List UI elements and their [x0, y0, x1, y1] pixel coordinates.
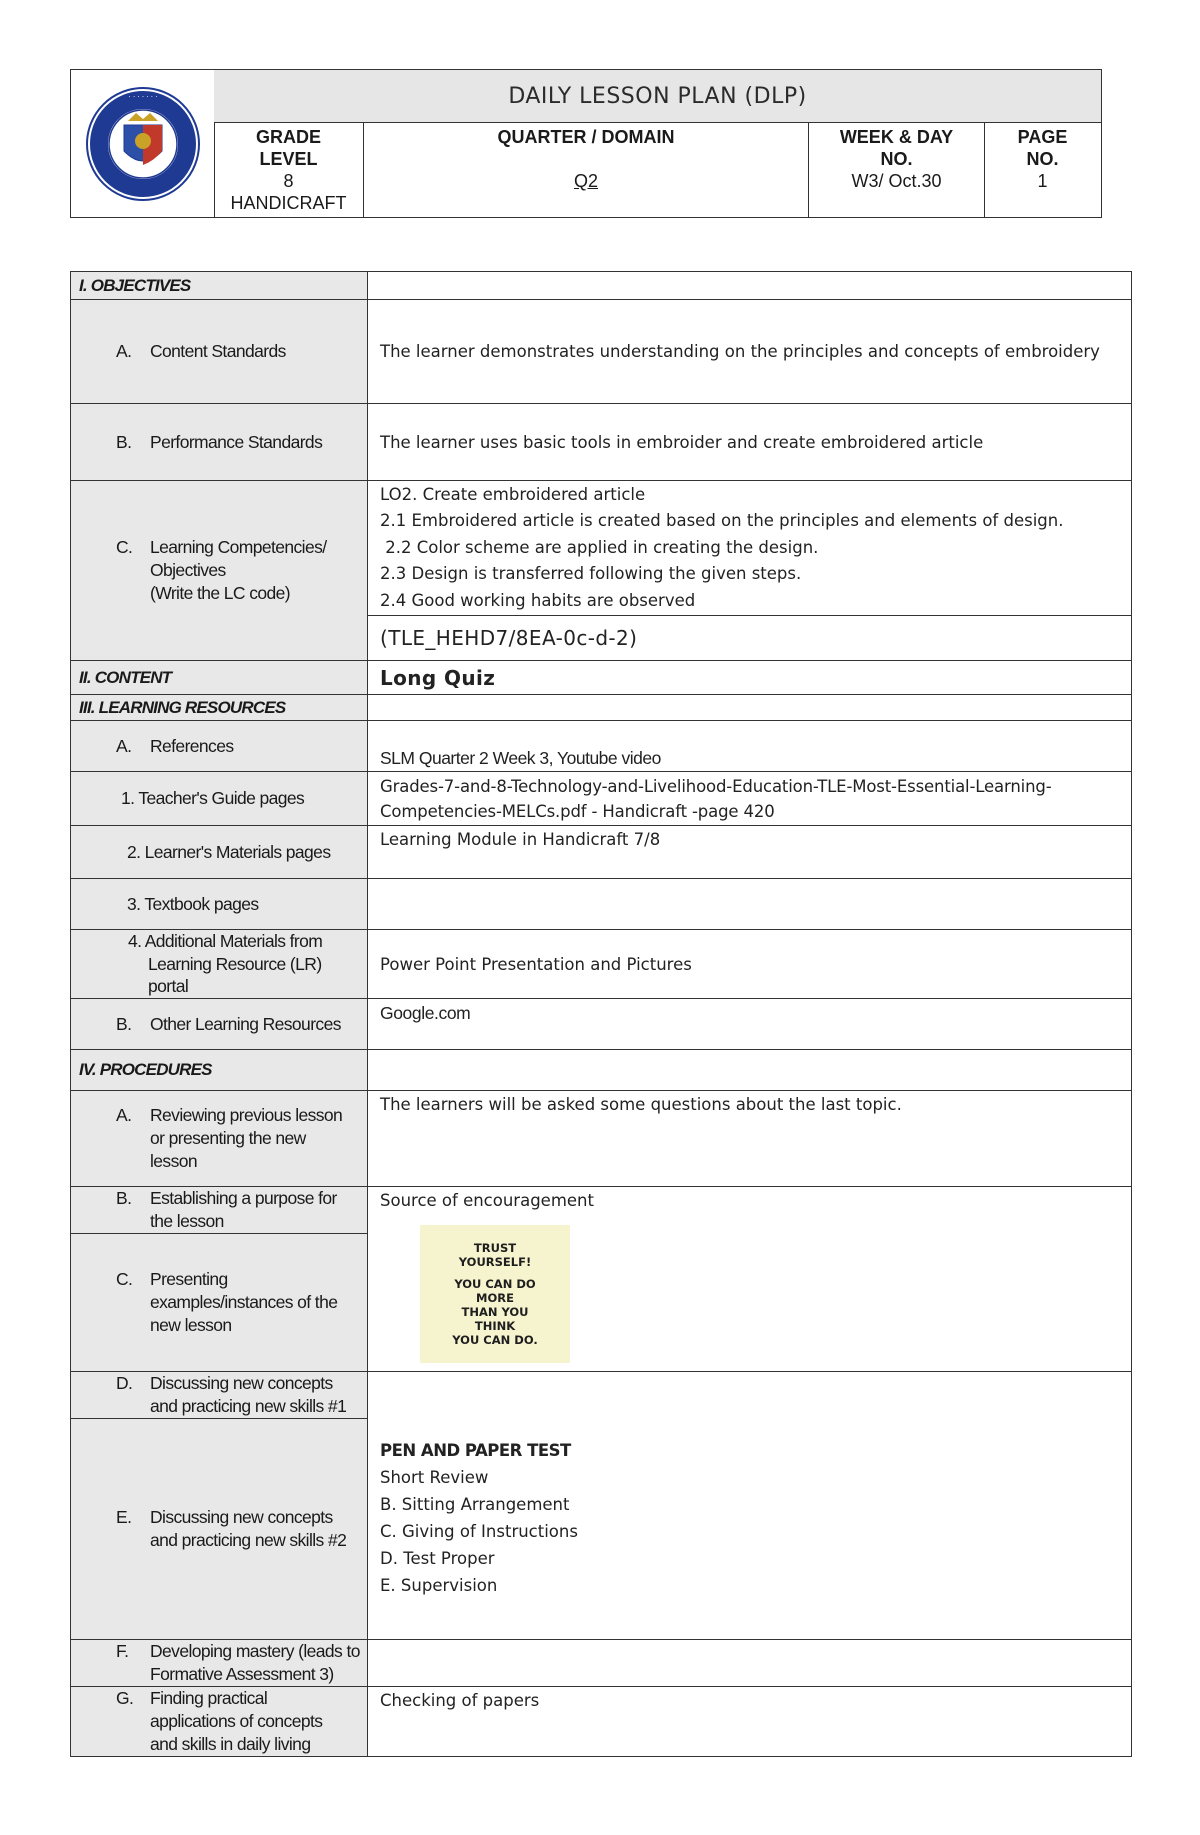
week-label: WEEK & DAY — [839, 127, 954, 147]
learners-materials-label: 2. Learner's Materials pages — [127, 841, 331, 862]
item-key: E. — [116, 1507, 132, 1527]
test-heading: PEN AND PAPER TEST — [380, 1440, 571, 1460]
item-key: G. — [116, 1688, 134, 1708]
procedure-e-label: Discussing new concepts and practicing new skills #2 — [150, 1507, 347, 1550]
competencies-value — [368, 481, 1132, 616]
objectives-section-label: I. OBJECTIVES — [71, 272, 368, 300]
table-row — [71, 1091, 1132, 1187]
item-key: C. — [116, 1269, 133, 1289]
test-item: E. Supervision — [380, 1575, 498, 1595]
additional-label-line: 4. Additional Materials from — [128, 931, 323, 952]
encouragement-poster-image — [420, 1225, 570, 1363]
table-row — [71, 695, 1132, 721]
page-label: PAGE — [1017, 127, 1068, 147]
table-row — [71, 1640, 1132, 1687]
learners-materials-value: Learning Module in Handicraft 7/8 — [368, 826, 1132, 879]
content-standards-value: The learner demonstrates understanding on the principles and concepts of embroidery — [368, 300, 1132, 404]
table-row — [71, 272, 1132, 300]
references-label-cell — [71, 721, 368, 772]
textbook-value — [368, 879, 1132, 930]
procedure-b-label-cell — [71, 1187, 368, 1234]
procedure-de-value — [368, 1372, 1132, 1640]
item-key: F. — [116, 1641, 129, 1661]
procedure-f-label: Developing mastery (leads to Formative Assessment 3) — [150, 1641, 360, 1684]
additional-label-line: portal — [148, 976, 189, 997]
teachers-guide-label-cell — [71, 772, 368, 826]
procedure-g-value: Checking of papers — [368, 1687, 1132, 1757]
procedure-e-label-cell — [71, 1419, 368, 1640]
content-value: Long Quiz — [368, 661, 1132, 695]
procedure-c-label: Presenting examples/instances of the new lesson — [150, 1269, 338, 1335]
teachers-guide-label: 1. Teacher's Guide pages — [121, 788, 305, 808]
poster-line: YOU CAN DO — [454, 1277, 536, 1291]
performance-standards-value: The learner uses basic tools in embroider and create embroidered article — [368, 404, 1132, 481]
content-standards-label-cell — [71, 300, 368, 404]
document-title: DAILY LESSON PLAN (DLP) — [214, 70, 1101, 123]
table-row — [71, 999, 1132, 1050]
objectives-section-value — [368, 272, 1132, 300]
procedure-a-label-cell — [71, 1091, 368, 1187]
poster-line: YOU CAN DO. — [452, 1333, 538, 1347]
lc-code: (TLE_HEHD7/8EA-0c-d-2) — [368, 616, 1132, 661]
competency-line: LO2. Create embroidered article — [380, 484, 646, 504]
deped-seal-icon — [84, 85, 202, 203]
resources-section-value — [368, 695, 1132, 721]
item-key: B. — [116, 431, 132, 452]
table-row — [71, 481, 1132, 616]
procedure-a-label: Reviewing previous lesson or presenting the new lesson — [150, 1105, 343, 1171]
additional-label-line: Learning Resource (LR) — [148, 953, 322, 974]
procedure-c-label-cell — [71, 1234, 368, 1372]
table-row — [71, 930, 1132, 999]
table-row — [71, 300, 1132, 404]
table-row — [71, 826, 1132, 879]
table-row — [71, 1050, 1132, 1091]
other-resources-label: Other Learning Resources — [150, 1013, 341, 1034]
poster-line: YOURSELF! — [458, 1255, 532, 1269]
competencies-label-line: Learning Competencies/ — [150, 537, 327, 557]
item-key: A. — [116, 735, 132, 756]
competency-line: 2.4 Good working habits are observed — [380, 590, 696, 610]
grade-subject: HANDICRAFT — [230, 193, 347, 213]
week-no-label: NO. — [880, 149, 913, 169]
test-item: Short Review — [380, 1467, 489, 1487]
table-row — [71, 1372, 1132, 1419]
competencies-label-line: Objectives — [150, 560, 226, 580]
other-resources-label-cell — [71, 999, 368, 1050]
procedure-a-value: The learners will be asked some questions about the last topic. — [368, 1091, 1132, 1187]
textbook-label: 3. Textbook pages — [127, 893, 259, 914]
resources-section-label: III. LEARNING RESOURCES — [71, 695, 368, 721]
poster-line: MORE — [476, 1291, 514, 1305]
item-key: D. — [116, 1373, 133, 1393]
references-label: References — [150, 735, 234, 756]
week-value: W3/ Oct.30 — [851, 171, 942, 191]
test-item: B. Sitting Arrangement — [380, 1494, 570, 1514]
page-no-cell — [985, 122, 1100, 217]
item-key: C. — [116, 537, 133, 557]
lesson-plan-header — [70, 69, 1102, 218]
references-value: SLM Quarter 2 Week 3, Youtube video — [368, 721, 1132, 772]
poster-line: TRUST — [473, 1241, 517, 1255]
item-key: A. — [116, 341, 132, 361]
item-key: A. — [116, 1105, 132, 1125]
table-row — [71, 879, 1132, 930]
performance-standards-label: Performance Standards — [150, 431, 323, 452]
poster-line: THINK — [474, 1319, 516, 1333]
other-resources-value: Google.com — [368, 999, 1132, 1050]
textbook-label-cell — [71, 879, 368, 930]
additional-materials-value: Power Point Presentation and Pictures — [368, 930, 1132, 999]
table-row — [71, 1187, 1132, 1234]
quarter-label: QUARTER / DOMAIN — [497, 127, 675, 147]
competency-line: 2.2 Color scheme are applied in creating the design. — [380, 537, 819, 557]
performance-standards-label-cell — [71, 404, 368, 481]
content-standards-label: Content Standards — [150, 341, 286, 361]
competency-line: 2.1 Embroidered article is created based on the principles and elements of design. — [380, 511, 1064, 531]
table-row — [71, 1687, 1132, 1757]
grade-level-cell — [214, 122, 364, 217]
teachers-guide-value: Grades-7-and-8-Technology-and-Livelihood-Education-TLE-Most-Essential-Learning-Competencies-MELCs.pdf - Handicraft -page 420 — [368, 772, 1132, 826]
week-day-cell — [809, 122, 985, 217]
competencies-label-line: (Write the LC code) — [150, 583, 290, 603]
competency-line: 2.3 Design is transferred following the given steps. — [380, 564, 802, 584]
procedures-section-label: IV. PROCEDURES — [71, 1050, 368, 1091]
grade-label: GRADE — [255, 127, 321, 147]
table-row — [71, 721, 1132, 772]
quarter-value: Q2 — [573, 171, 598, 191]
test-item: D. Test Proper — [380, 1548, 495, 1568]
page-no-label: NO. — [1026, 149, 1059, 169]
procedure-f-value — [368, 1640, 1132, 1687]
procedure-b-text: Source of encouragement — [380, 1191, 594, 1210]
additional-materials-label-cell — [71, 930, 368, 999]
page-value: 1 — [1037, 171, 1048, 191]
competencies-label-cell — [71, 481, 368, 661]
item-key: B. — [116, 1013, 132, 1034]
content-section-label: II. CONTENT — [71, 661, 368, 695]
level-label: LEVEL — [259, 149, 318, 169]
table-row — [71, 661, 1132, 695]
lesson-plan-table — [70, 271, 1132, 1757]
grade-value: 8 — [283, 171, 294, 191]
procedure-d-label: Discussing new concepts and practicing new skills #1 — [150, 1373, 347, 1416]
poster-line: THAN YOU — [461, 1305, 529, 1319]
procedure-b-label: Establishing a purpose for the lesson — [150, 1188, 337, 1231]
table-row — [71, 772, 1132, 826]
procedures-section-value — [368, 1050, 1132, 1091]
procedure-d-label-cell — [71, 1372, 368, 1419]
learners-materials-label-cell — [71, 826, 368, 879]
item-key: B. — [116, 1188, 132, 1208]
test-item: C. Giving of Instructions — [380, 1521, 578, 1541]
svg-text:· · · · · · ·: · · · · · · · — [128, 92, 157, 101]
procedure-g-label: Finding practical applications of concepts and skills in daily living — [150, 1688, 323, 1754]
procedure-f-label-cell — [71, 1640, 368, 1687]
table-row — [71, 404, 1132, 481]
logo-cell — [71, 70, 215, 217]
quarter-domain-cell — [364, 122, 809, 217]
procedure-g-label-cell — [71, 1687, 368, 1757]
